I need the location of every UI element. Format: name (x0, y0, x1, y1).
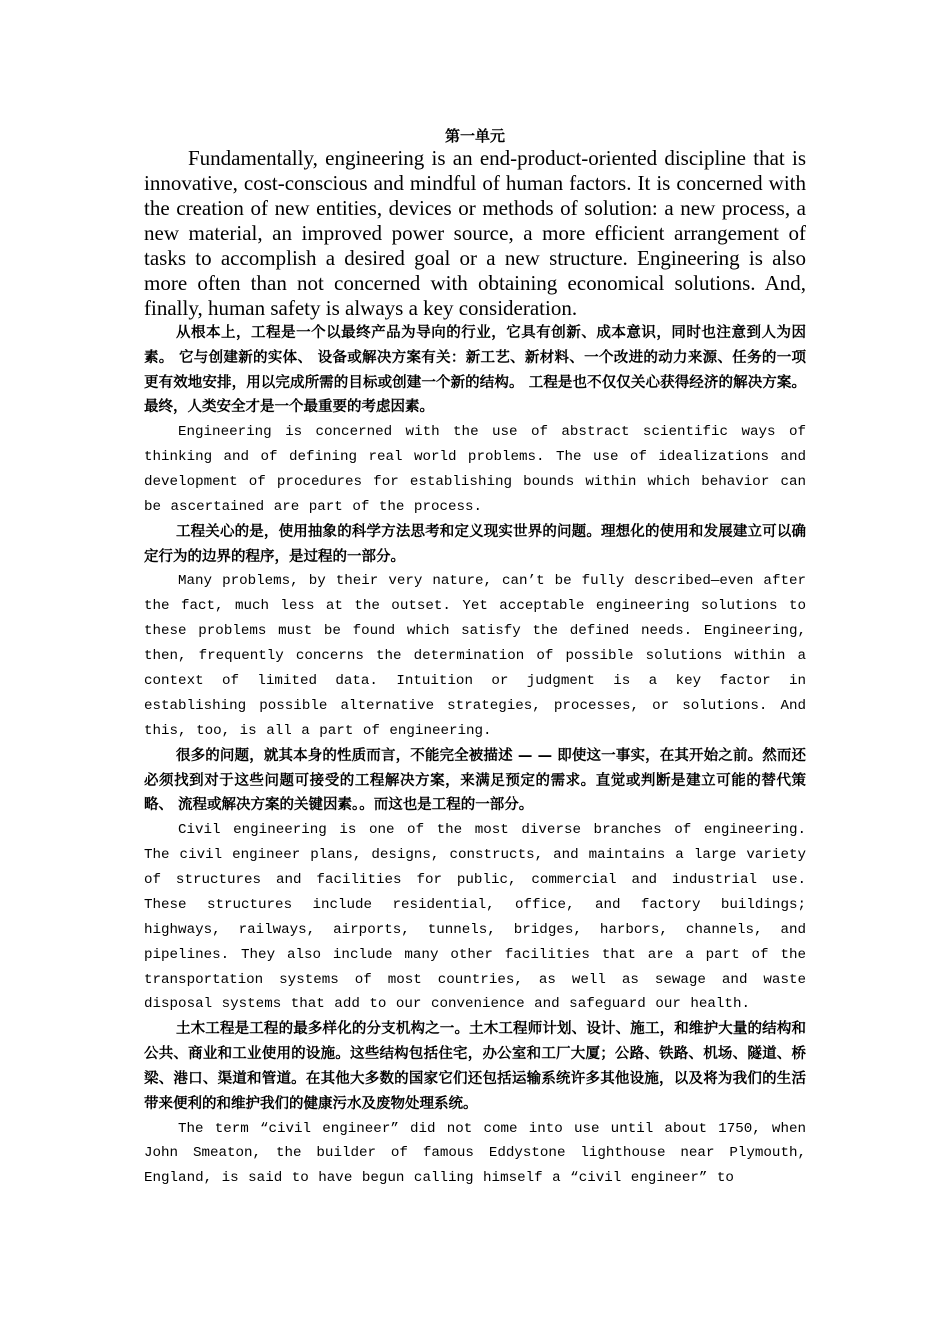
paragraph-zh-4: 土木工程是工程的最多样化的分支机构之一。土木工程师计划、设计、施工，和维护大量的结构和公共、商业和工业使用的设施。这些结构包括住宅，办公室和工厂大厦；公路、铁路、机场、隧道、桥梁、港口、渠道和管道。在其他大多数的国家它们还包括运输系统许多其他设施，以及将为我们的生活带来便利的和维护我们的健康污水及废物处理系统。 (144, 1021, 806, 1112)
document-page (144, 124, 806, 1191)
paragraph-en-1: Fundamentally, engineering is an end-product-oriented discipline that is innovative, cost-conscious and mindful of human factors. It is concerned with the creation of new entities, devices or methods of solution: a new process, a new material, an improved power source, a more efficient arrangement of tasks to accomplish a desired goal or a new structure. Engineering is also more often than not concerned with obtaining economical solutions. And, finally, human safety is always a key consideration. (144, 146, 806, 320)
paragraph-en-4: Civil engineering is one of the most diverse branches of engineering. The civil engineer plans, designs, constructs, and maintains a large variety of structures and facilities for public, commercial and industrial use. These structures include residential, office, and factory buildings; highways, railways, airports, tunnels, bridges, harbors, channels, and pipelines. They also include many other facilities that are a part of the transportation systems of most countries, as well as sewage and waste disposal systems that add to our convenience and safeguard our health. (144, 822, 806, 1013)
paragraph-zh-3: 很多的问题，就其本身的性质而言，不能完全被描述 — — 即使这一事实，在其开始之前。然而还必须找到对于这些问题可接受的工程解决方案，来满足预定的需求。直觉或判断是建立可能的替代策略、 流程或解决方案的关键因素。。而这也是工程的一部分。 (144, 747, 806, 814)
paragraph-en-3: Many problems, by their very nature, can’t be fully described—even after the fact, much less at the outset. Yet acceptable engineering solutions to these problems must be found which satisfy the defined needs. Engineering, then, frequently concerns the determination of possible solutions within a context of limited data. Intuition or judgment is a key factor in establishing possible alternative strategies, processes, or solutions. And this, too, is all a part of engineering. (144, 573, 806, 739)
paragraph-zh-2: 工程关心的是，使用抽象的科学方法思考和定义现实世界的问题。理想化的使用和发展建立可以确定行为的边界的程序，是过程的一部分。 (144, 523, 806, 565)
paragraph-en-2: Engineering is concerned with the use of abstract scientific ways of thinking and of defining real world problems. The use of idealizations and development of procedures for establishing bounds within which behavior can be ascertained are part of the process. (144, 424, 806, 515)
paragraph-en-5: The term “civil engineer” did not come into use until about 1750, when John Smeaton, the builder of famous Eddystone lighthouse near Plymouth, England, is said to have begun calling himself a “civil engineer” to (144, 1120, 806, 1187)
paragraph-zh-1: 从根本上，工程是一个以最终产品为导向的行业，它具有创新、成本意识，同时也注意到人为因素。 它与创建新的实体、 设备或解决方案有关：新工艺、新材料、一个改进的动力来源、任务的一项更有效地安排，用以完成所需的目标或创建一个新的结构。 工程是也不仅仅关心获得经济的解决方案。最终，人类安全才是一个最重要的考虑因素。 (144, 325, 806, 416)
document-title: 第一单元 (444, 127, 505, 145)
